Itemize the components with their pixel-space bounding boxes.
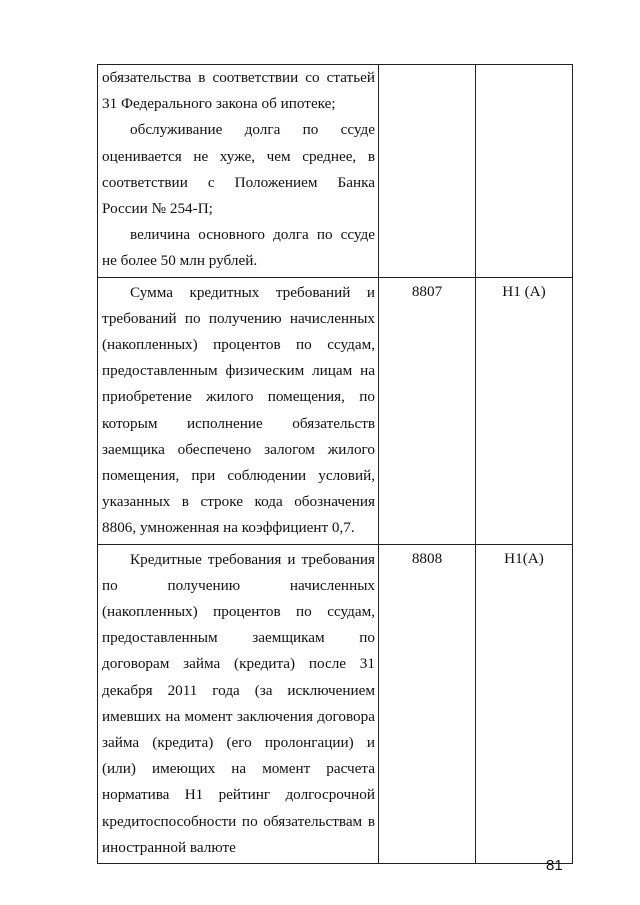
- indicator-value-8807: Н1 (А): [502, 282, 546, 300]
- code-value-8808: 8808: [411, 549, 443, 567]
- requirements-table: [97, 64, 573, 864]
- description-cell: [98, 65, 379, 278]
- indicator-cell: [476, 65, 573, 278]
- indicator-value-8808: Н1(А): [504, 549, 544, 567]
- description-text-8808: Кредитные требования и требования по получению начисленных (накопленных) процентов по ссудам, предоставленным заемщикам по договорам займа (кредита) после 31 декабря 2011 года (за исключением имевших на момент заключения договора займа (кредита) (его пролонгации) и (или) имеющих на момент расчета норматива Н1 рейтинг долгосрочной кредитоспособности по обязательствам в иностранной валюте: [102, 550, 375, 856]
- table-row-8807: [98, 277, 573, 544]
- code-cell: [379, 544, 476, 863]
- condition-paragraph-principal: величина основного долга по ссуде не более 50 млн рублей.: [102, 226, 375, 270]
- table-row-continuation: [98, 65, 573, 278]
- indicator-cell: [476, 277, 573, 544]
- description-cell: [98, 544, 379, 863]
- code-value-8807: 8807: [411, 282, 443, 300]
- description-cell: [98, 277, 379, 544]
- continuation-line-1: обязательства в соответствии со статьей: [102, 69, 375, 86]
- table-row-8808: [98, 544, 573, 863]
- continuation-line-2: 31 Федерального закона об ипотеке;: [102, 95, 336, 113]
- condition-paragraph-debt-service: обслуживание долга по ссуде оценивается не хуже, чем среднее, в соответствии с Положением Банка России № 254-П;: [102, 121, 375, 218]
- description-text-8807: Сумма кредитных требований и требований по получению начисленных (накопленных) процентов по ссудам, предоставленным физическим лицам на приобретение жилого помещения, по которым исполнение обязательств заемщика обеспечено залогом жилого помещения, при соблюдении условий, указанных в строке кода обозначения 8806, умноженная на коэффициент 0,7.: [102, 283, 375, 537]
- indicator-cell: [476, 544, 573, 863]
- code-cell: [379, 65, 476, 278]
- page-number: 81: [546, 857, 563, 874]
- code-cell: [379, 277, 476, 544]
